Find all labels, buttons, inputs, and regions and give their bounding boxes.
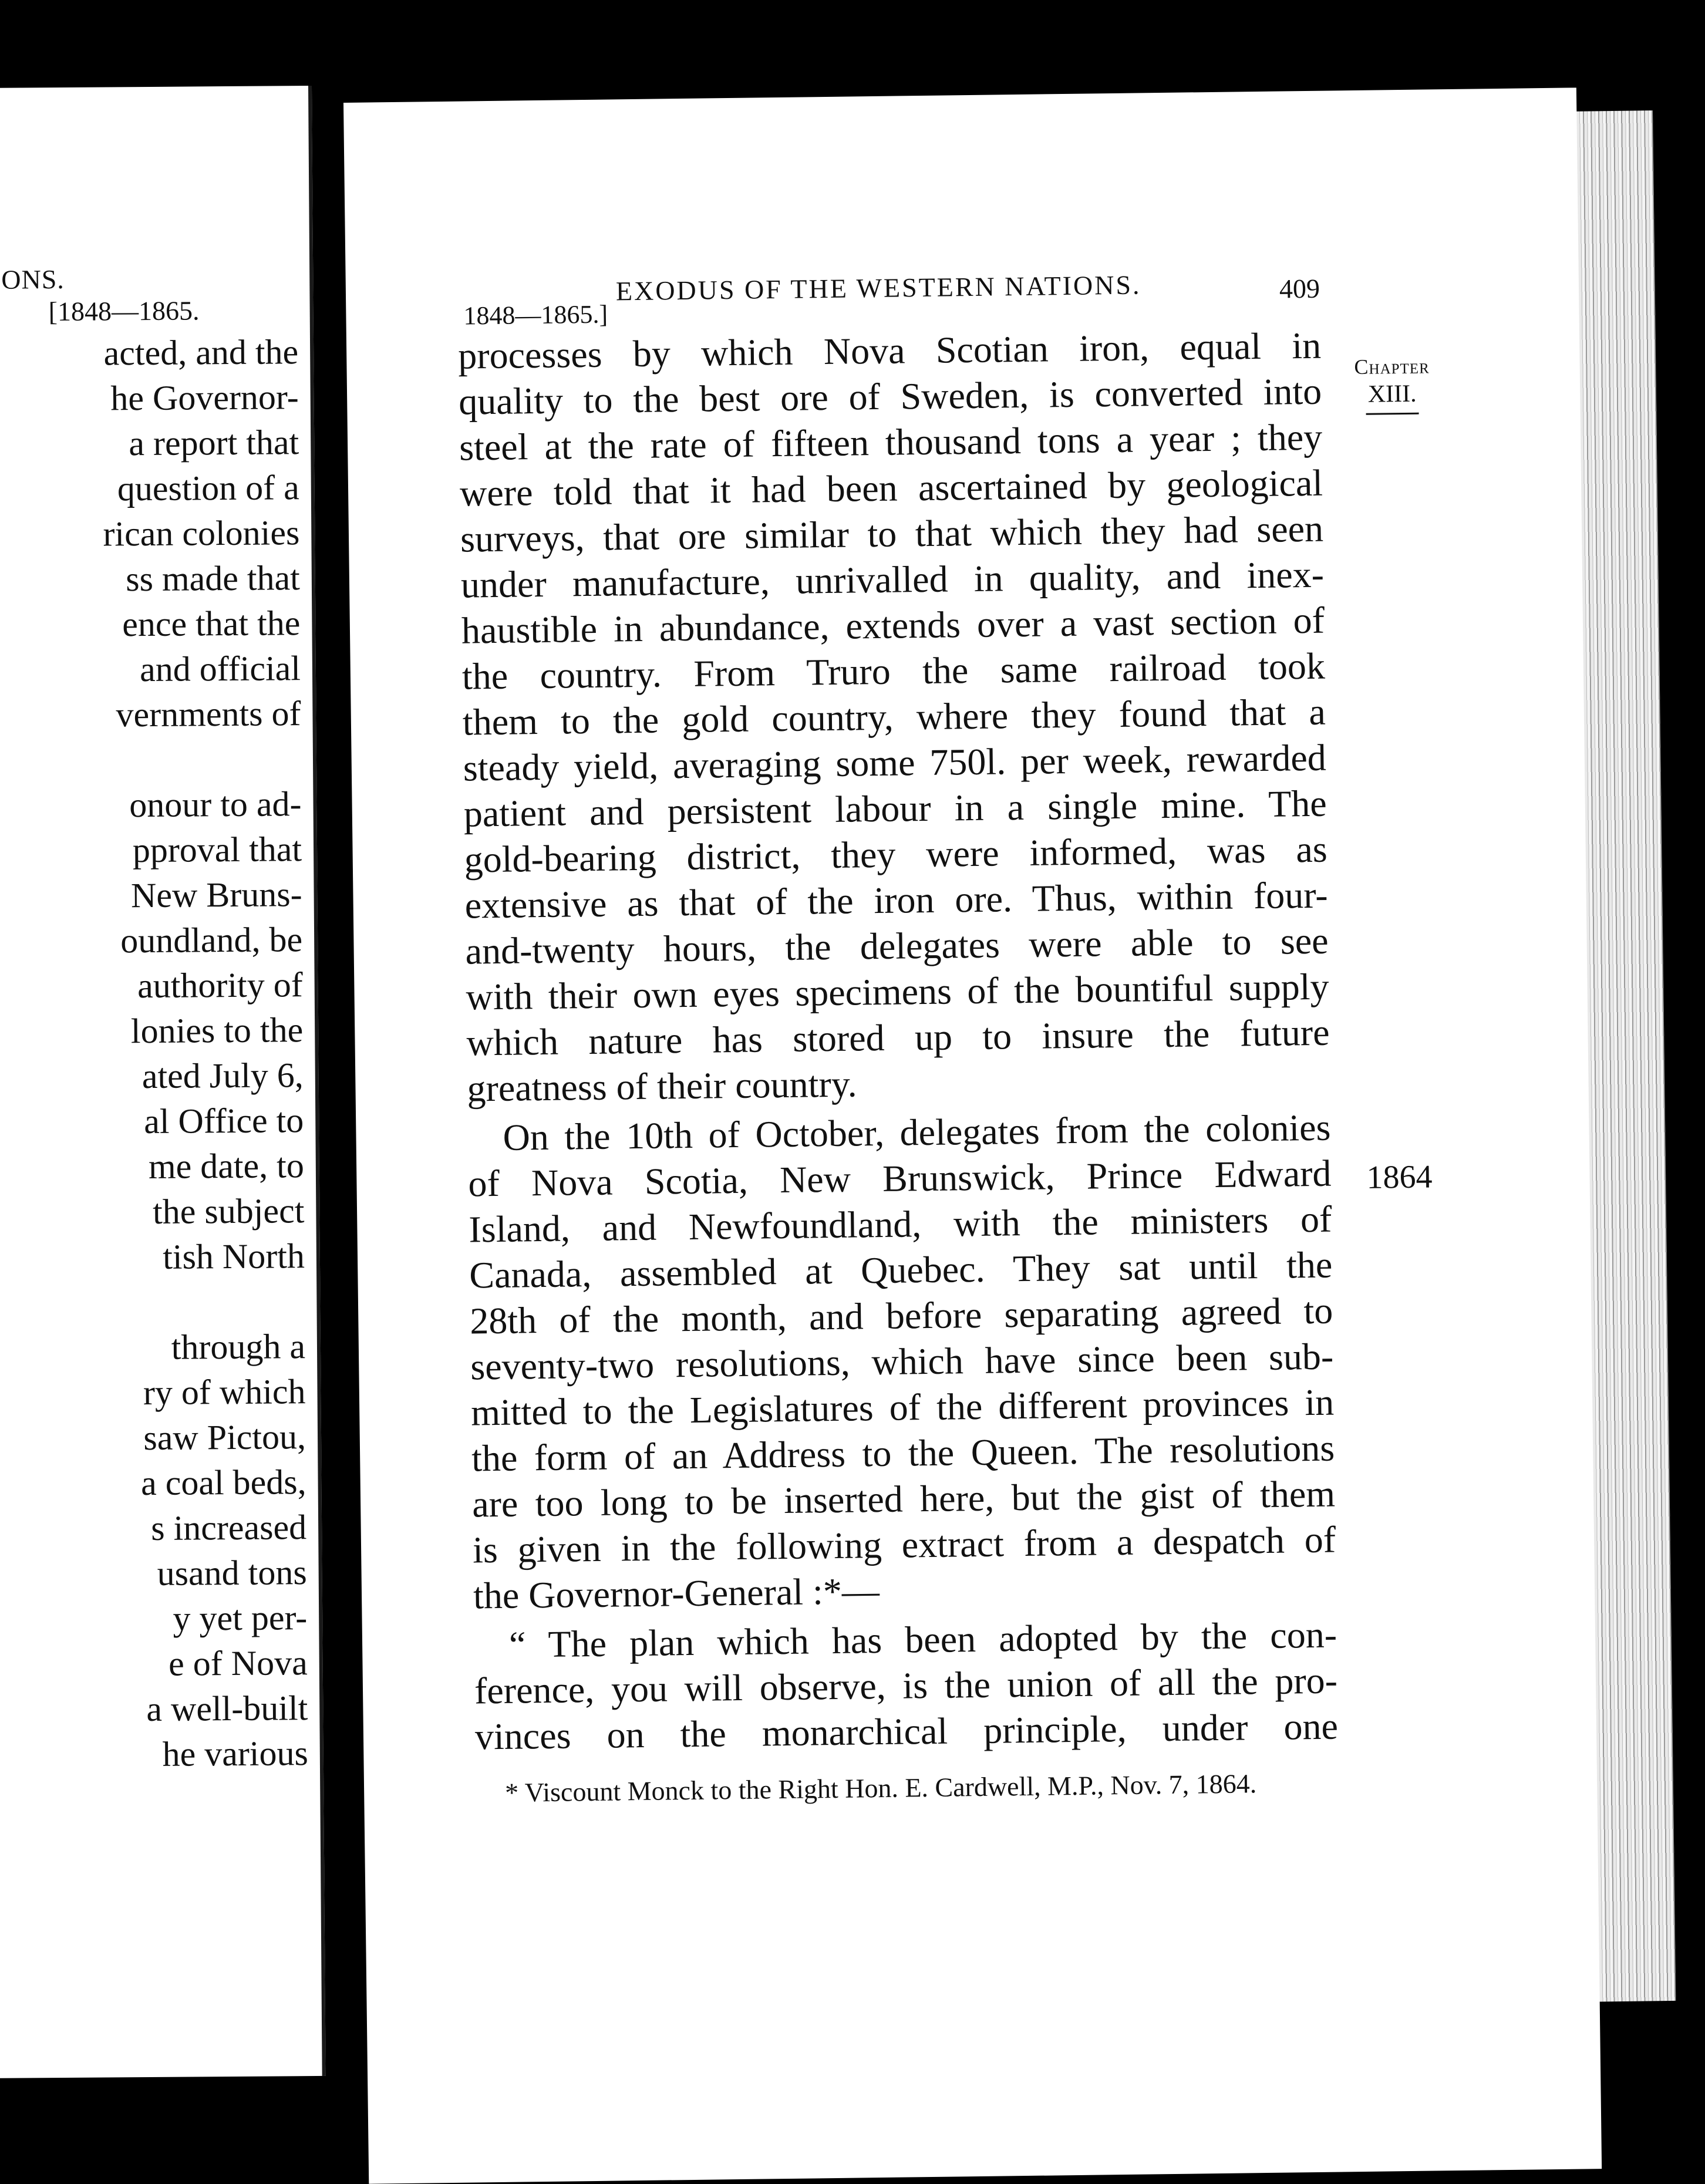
text-line: ference, you will observe, is the union of all the pro-: [474, 1659, 1338, 1712]
left-line: y yet per-: [173, 1598, 308, 1638]
left-line: a well-built: [146, 1688, 308, 1729]
left-running-dates: [1848—1865.: [48, 295, 200, 327]
left-line: the subject: [152, 1191, 305, 1231]
text-line: 28th of the month, and before separating agreed to: [469, 1289, 1333, 1342]
left-page-text: [2, 329, 308, 1778]
text-line: mitted to the Legislatures of the different provinces in: [470, 1381, 1335, 1434]
text-line: steady yield, averaging some 750l. per week, rewarded: [463, 736, 1327, 789]
chapter-margin-note: [1350, 353, 1433, 415]
left-line: al Office to: [143, 1101, 304, 1141]
text-line: are too long to be inserted here, but the gist of them: [471, 1472, 1336, 1525]
left-line: ated July 6,: [141, 1056, 304, 1096]
text-line: which nature has stored up to insure the future: [466, 1011, 1330, 1064]
left-line: a coal beds,: [140, 1462, 306, 1503]
left-line: saw Pictou,: [143, 1417, 306, 1458]
left-line: usand tons: [157, 1553, 307, 1593]
year-margin-note: 1864: [1366, 1158, 1433, 1196]
left-line: a report that: [129, 423, 299, 463]
text-line: steel at the rate of fifteen thousand tons a year ; they: [459, 416, 1323, 469]
left-line: lonies to the: [130, 1010, 304, 1051]
text-line: the form of an Address to the Queen. The resolutions: [471, 1427, 1335, 1479]
left-line: pproval that: [132, 830, 302, 870]
running-title: EXODUS OF THE WESTERN NATIONS.: [615, 269, 1141, 306]
page-number: 409: [1279, 273, 1320, 304]
text-line: greatness of their country.: [467, 1063, 857, 1110]
text-line: processes by which Nova Scotian iron, equal in: [457, 324, 1322, 377]
text-line: with their own eyes specimens of the bountiful supply: [466, 965, 1329, 1018]
running-dates: 1848—1865.]: [463, 299, 608, 331]
text-line: the Governor-General :*—: [473, 1570, 880, 1617]
text-line: “ The plan which has been adopted by the con-: [508, 1613, 1337, 1666]
left-line: onour to ad-: [129, 784, 302, 825]
text-line: gold-bearing district, they were informed, was as: [464, 828, 1328, 881]
text-line: Island, and Newfoundland, with the ministers of: [469, 1198, 1332, 1251]
text-line: haustible in abundance, extends over a vast section of: [461, 599, 1325, 652]
chapter-rule: [1366, 413, 1419, 415]
text-line: is given in the following extract from a despatch of: [472, 1518, 1336, 1571]
text-line: were told that it had been ascertained by geological: [459, 461, 1323, 514]
left-line: [5, 736, 302, 784]
text-line: seventy-two resolutions, which have since been sub-: [470, 1335, 1334, 1388]
text-line: On the 10th of October, delegates from the colonies: [503, 1106, 1331, 1158]
left-line: ss made that: [126, 558, 301, 599]
left-running-head: ONS.: [1, 264, 65, 295]
left-line: and official: [139, 649, 301, 689]
text-line: surveys, that ore similar to that which they had seen: [460, 507, 1324, 560]
text-line: Canada, assembled at Quebec. They sat until the: [469, 1243, 1333, 1296]
text-line: and-twenty hours, the delegates were able to see: [465, 919, 1329, 972]
left-line: ence that the: [122, 604, 301, 644]
left-line: tish North: [163, 1236, 305, 1276]
left-line: acted, and the: [103, 332, 299, 373]
left-line: question of a: [117, 468, 299, 508]
chapter-number: XIII.: [1367, 380, 1417, 408]
left-page: [0, 86, 326, 2078]
footnote: * Viscount Monck to the Right Hon. E. Cardwell, M.P., Nov. 7, 1864.: [504, 1768, 1257, 1808]
left-line: through a: [171, 1327, 306, 1367]
chapter-label: Chapter: [1354, 354, 1430, 379]
text-line: the country. From Truro the same railroad took: [461, 645, 1326, 697]
text-line: them to the gold country, where they found that a: [462, 690, 1326, 743]
text-line: under manufacture, unrivalled in quality, and inex-: [460, 553, 1325, 606]
left-line: he Governor-: [110, 378, 299, 418]
text-line: vinces on the monarchical principle, under one: [474, 1705, 1339, 1758]
left-line: vernments of: [116, 694, 301, 734]
left-line: ry of which: [143, 1372, 306, 1413]
left-line: oundland, be: [120, 920, 303, 960]
right-page: [343, 87, 1602, 2183]
text-line: patient and persistent labour in a single mine. The: [463, 782, 1327, 835]
left-line: [8, 1279, 305, 1326]
left-line: he various: [162, 1734, 309, 1774]
text-line: extensive as that of the iron ore. Thus, within four-: [464, 874, 1329, 926]
text-line: of Nova Scotia, New Brunswick, Prince Edward: [468, 1152, 1332, 1205]
left-line: authority of: [137, 965, 303, 1006]
left-line: rican colonies: [103, 513, 300, 554]
left-line: s increased: [151, 1508, 307, 1548]
text-line: quality to the best ore of Sweden, is converted into: [458, 370, 1322, 423]
left-line: me date, to: [148, 1146, 305, 1186]
left-line: e of Nova: [168, 1643, 308, 1683]
body-text: [458, 323, 1339, 1760]
left-line: New Bruns-: [130, 875, 302, 915]
